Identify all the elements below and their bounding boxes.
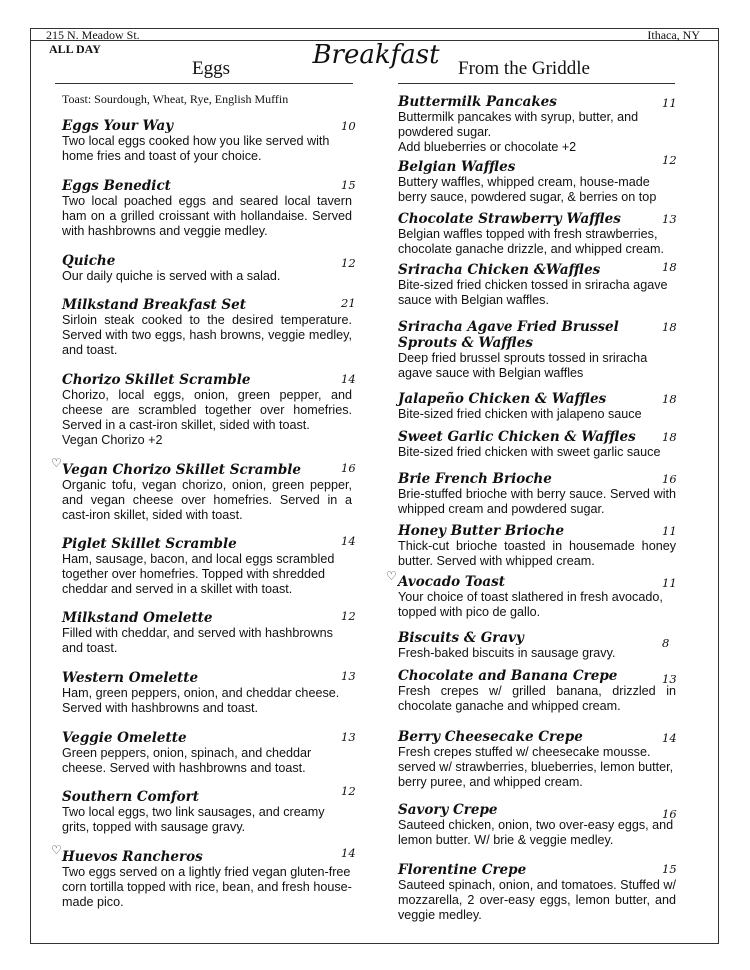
item-name: Sriracha Agave Fried Brussel Sprouts & Waffles [398, 319, 619, 351]
item-name: Piglet Skillet Scramble [62, 536, 237, 552]
menu-item [398, 802, 676, 848]
item-price: 11 [662, 96, 677, 110]
item-name: Florentine Crepe [398, 862, 527, 878]
item-description: Brie-stuffed brioche with berry sauce. Served with whipped cream and powdered sugar. [398, 487, 676, 516]
menu-item [398, 429, 676, 460]
menu-item [62, 118, 352, 164]
item-description: Your choice of toast slathered in fresh avocado, topped with pico de gallo. [398, 590, 663, 619]
item-name: Avocado Toast [398, 574, 505, 590]
menu-item [398, 211, 676, 257]
item-name: Milkstand Breakfast Set [62, 297, 246, 313]
menu-item [398, 391, 676, 422]
item-description: Two local poached eggs and seared local tavern ham on a grilled croissant with hollandaise. Served with hashbrowns and veggie medley. [62, 194, 352, 238]
item-description: Fresh-baked biscuits in sausage gravy. [398, 646, 616, 660]
item-name: Biscuits & Gravy [398, 630, 524, 646]
item-name: Eggs Benedict [62, 178, 171, 194]
heart-icon: ♡ [51, 456, 62, 470]
item-name: Sweet Garlic Chicken & Waffles [398, 429, 636, 445]
item-description: Organic tofu, vegan chorizo, onion, green pepper, and vegan cheese over homefries. Served in a cast-iron skillet, sided with toast. [62, 478, 352, 522]
item-extra: Vegan Chorizo +2 [62, 433, 163, 447]
menu-item [62, 536, 352, 597]
menu-item [62, 849, 352, 910]
item-description: Bite-sized fried chicken with sweet garlic sauce [398, 445, 661, 459]
item-name: Berry Cheesecake Crepe [398, 729, 583, 745]
menu-item [398, 523, 676, 569]
menu-item [62, 178, 352, 239]
item-description: Fresh crepes stuffed w/ cheesecake mousse. served w/ strawberries, blueberries, lemon butter, berry puree, and whipped cream. [398, 745, 674, 789]
item-price: 18 [662, 320, 677, 334]
item-price: 13 [662, 212, 677, 226]
menu-item [398, 574, 676, 620]
item-price: 10 [341, 119, 356, 133]
all-day-label: ALL DAY [49, 42, 101, 56]
item-name: Eggs Your Way [62, 118, 174, 134]
item-description: Thick-cut brioche toasted in housemade honey butter. Served with whipped cream. [398, 539, 676, 568]
address: 215 N. Meadow St. [46, 28, 140, 42]
item-description: Sauteed chicken, onion, two over-easy eggs, and lemon butter. W/ brie & veggie medley. [398, 818, 674, 847]
item-price: 13 [662, 672, 677, 686]
item-price: 16 [662, 807, 677, 821]
menu-item [398, 94, 676, 155]
item-name: Milkstand Omelette [62, 610, 213, 626]
menu-item [398, 862, 676, 923]
menu-item [62, 462, 352, 523]
item-description: Bite-sized fried chicken with jalapeno sauce [398, 407, 642, 421]
item-price: 12 [341, 609, 356, 623]
item-description: Buttermilk pancakes with syrup, butter, and powdered sugar. [398, 110, 639, 139]
item-name: Chorizo Skillet Scramble [62, 372, 251, 388]
section-rule-eggs [55, 83, 353, 84]
menu-item [398, 319, 676, 381]
item-price: 12 [662, 153, 677, 167]
item-description: Ham, green peppers, onion, and cheddar cheese. Served with hashbrowns and toast. [62, 686, 340, 715]
menu-item [62, 730, 352, 776]
item-description: Our daily quiche is served with a salad. [62, 269, 281, 283]
heart-icon: ♡ [386, 569, 397, 583]
item-price: 15 [341, 178, 356, 192]
item-description: Sirloin steak cooked to the desired temperature. Served with two eggs, hash browns, veggie medley, and toast. [62, 313, 352, 357]
item-description: Sauteed spinach, onion, and tomatoes. Stuffed w/ mozzarella, 2 over-easy eggs, lemon butter, and veggie medley. [398, 878, 676, 922]
item-name: Southern Comfort [62, 789, 200, 805]
item-price: 14 [341, 534, 356, 548]
menu-item [62, 670, 352, 716]
item-name: Brie French Brioche [398, 471, 552, 487]
item-price: 14 [341, 372, 356, 386]
item-price: 15 [662, 862, 677, 876]
item-price: 18 [662, 392, 677, 406]
item-price: 13 [341, 669, 356, 683]
item-description: Two local eggs, two link sausages, and creamy grits, topped with sausage gravy. [62, 805, 325, 834]
menu-item [398, 159, 676, 205]
menu-item [62, 610, 352, 656]
item-name: Chocolate and Banana Crepe [398, 668, 618, 684]
item-name: Savory Crepe [398, 802, 498, 818]
item-description: Ham, sausage, bacon, and local eggs scrambled together over homefries. Topped with shredded cheddar and served in a skillet with toast. [62, 552, 335, 596]
heart-icon: ♡ [51, 843, 62, 857]
item-name: Buttermilk Pancakes [398, 94, 557, 110]
item-price: 21 [341, 296, 356, 310]
item-description: Bite-sized fried chicken tossed in sriracha agave sauce with Belgian waffles. [398, 278, 668, 307]
item-name: Huevos Rancheros [62, 849, 203, 865]
menu-item [398, 729, 676, 790]
city: Ithaca, NY [647, 28, 700, 42]
item-price: 14 [662, 731, 677, 745]
item-price: 12 [341, 784, 356, 798]
item-price: 8 [662, 636, 670, 650]
item-price: 18 [662, 260, 677, 274]
item-price: 13 [341, 730, 356, 744]
menu-item [398, 262, 676, 308]
item-description: Fresh crepes w/ grilled banana, drizzled in chocolate ganache and whipped cream. [398, 684, 676, 713]
item-name: Western Omelette [62, 670, 199, 686]
item-name: Sriracha Chicken &Waffles [398, 262, 601, 278]
item-description: Chorizo, local eggs, onion, green pepper, and cheese are scrambled together over homefries. Served in a cast-iron skillet, sided with toast. [62, 388, 352, 432]
item-price: 18 [662, 430, 677, 444]
item-price: 16 [662, 472, 677, 486]
item-description: Two eggs served on a lightly fried vegan gluten-free corn tortilla topped with rice, bean, and fresh house-made pico. [62, 865, 352, 909]
page-title: Breakfast [312, 40, 440, 70]
item-description: Buttery waffles, whipped cream, house-made berry sauce, powdered sugar, & berries on top [398, 175, 657, 204]
menu-item [398, 630, 676, 661]
item-price: 12 [341, 256, 356, 270]
menu-item [398, 668, 676, 714]
item-name: Veggie Omelette [62, 730, 187, 746]
item-name: Jalapeño Chicken & Waffles [398, 391, 607, 407]
item-name: Honey Butter Brioche [398, 523, 565, 539]
item-price: 16 [341, 461, 356, 475]
item-extra: Add blueberries or chocolate +2 [398, 140, 577, 154]
menu-item [62, 297, 352, 358]
menu-item [62, 789, 352, 835]
toast-note: Toast: Sourdough, Wheat, Rye, English Muffin [62, 92, 289, 106]
item-name: Vegan Chorizo Skillet Scramble [62, 462, 301, 478]
item-description: Green peppers, onion, spinach, and cheddar cheese. Served with hashbrowns and toast. [62, 746, 312, 775]
item-name: Chocolate Strawberry Waffles [398, 211, 621, 227]
menu-item [62, 253, 352, 284]
item-price: 14 [341, 846, 356, 860]
item-price: 11 [662, 576, 677, 590]
item-description: Two local eggs cooked how you like served with home fries and toast of your choice. [62, 134, 330, 163]
item-description: Belgian waffles topped with fresh strawberries, chocolate ganache drizzle, and whipped cream. [398, 227, 665, 256]
section-title-eggs: Eggs [192, 58, 230, 79]
section-title-griddle: From the Griddle [458, 58, 590, 79]
item-name: Quiche [62, 253, 116, 269]
menu-item [398, 471, 676, 517]
menu-item [62, 372, 352, 448]
item-price: 11 [662, 524, 677, 538]
section-rule-griddle [398, 83, 675, 84]
item-description: Deep fried brussel sprouts tossed in sriracha agave sauce with Belgian waffles [398, 351, 648, 380]
item-description: Filled with cheddar, and served with hashbrowns and toast. [62, 626, 333, 655]
item-name: Belgian Waffles [398, 159, 516, 175]
